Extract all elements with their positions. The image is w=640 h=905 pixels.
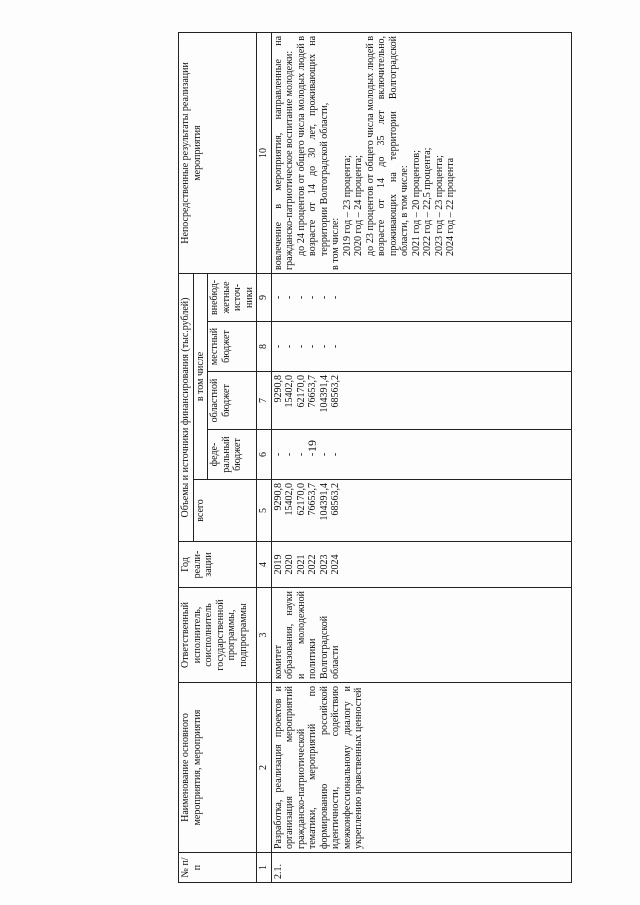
header-result: Непосредственные результаты реализации мероприятия [179,32,257,273]
federal-value: - [284,452,295,457]
federal-value: - [272,452,284,457]
col-number: 3 [257,588,272,683]
row-total [271,480,571,542]
header-regional: областной бюджет [208,372,257,430]
table-row [271,32,571,882]
year-cell: 2022 [307,554,318,575]
header-total: всего [193,480,257,542]
total-value: 62170,0 [295,483,307,516]
year-cell: 2023 [318,554,330,575]
page-number: 19 [305,440,319,452]
col-number: 4 [257,542,272,588]
header-executor: Ответственный исполнитель, соисполнитель государственной программы, подпрограммы [179,588,257,683]
row-offbudget [271,273,571,321]
result-paragraph: вовлечение в мероприятия, направленные на гражданско-патриотическое воспитание молодежи: [272,35,295,270]
header-including: в том числе [193,273,208,479]
row-executor: комитет образования, науки и молодежной политики Волгоградской области [271,588,571,683]
row-federal [271,430,571,480]
regional-value: 68563,2 [330,375,341,408]
header-offbudget: внебюд-жетные источ-ники [208,273,257,321]
col-number: 8 [257,322,272,372]
col-number: 2 [257,683,272,853]
col-number: 6 [257,430,272,480]
local-value: - [307,344,318,349]
header-federal: феде-ральный бюджет [208,430,257,480]
row-regional [271,372,571,430]
result-year-line: 2021 год – 20 процентов; [410,150,422,256]
header-local: местный бюджет [208,322,257,372]
local-value: - [318,344,330,349]
regional-value: 15402,0 [284,375,295,408]
total-value: 104391,4 [318,483,330,521]
local-value: - [284,344,295,349]
header-row-1 [179,32,194,882]
result-year-line: 2019 год – 23 процента; [341,155,353,256]
row-years [271,542,571,588]
rotated-table-sheet [178,33,640,883]
col-number: 5 [257,480,272,542]
result-year-line: 2023 год – 23 процента; [433,155,445,256]
program-activities-table [178,32,572,883]
offbudget-value: - [307,295,318,300]
offbudget-value: - [295,295,307,300]
header-financing: Объемы и источники финансирования (тыс.рублей) [179,273,194,541]
result-year-line: 2020 год – 24 процента; [353,155,364,256]
col-number: 10 [257,32,272,273]
year-cell: 2020 [284,554,295,575]
row-local [271,322,571,372]
offbudget-value: - [272,295,284,300]
result-paragraph: в том числе: [330,217,341,270]
offbudget-value: - [284,295,295,300]
year-cell: 2021 [295,554,307,575]
local-value: - [330,344,341,349]
row-num: 2.1. [271,853,571,883]
offbudget-value: - [330,295,341,300]
regional-value: 9290,8 [272,375,284,403]
col-number: 1 [257,853,272,883]
total-value: 9290,8 [272,483,284,511]
offbudget-value: - [318,295,330,300]
total-value: 15402,0 [284,483,295,516]
regional-value: 104391,4 [318,375,330,413]
year-cell: 2019 [272,554,284,575]
regional-value: 62170,0 [295,375,307,408]
total-value: 76653,7 [307,483,318,516]
federal-value: - [307,452,318,457]
header-name: Наименование основного мероприятия, мероприятия [179,683,257,853]
result-year-line: 2022 год – 22,5 процента; [422,147,433,256]
local-value: - [272,344,284,349]
result-paragraph: до 24 процентов от общего числа молодых людей в возрасте от 14 до 30 лет, проживающих на территории Волгоградской области, [295,35,330,256]
year-cell: 2024 [330,554,341,575]
regional-value: 76653,7 [307,375,318,408]
federal-value: - [318,452,330,457]
total-value: 68563,2 [330,483,341,516]
federal-value: - [330,452,341,457]
row-activity-name: Разработка, реализация проектов и организация мероприятий гражданско-патриотической тематики, мероприятий по формированию российской идентичности, содействию межконфессиональному диалогу и укреплению нравственных ценностей [271,683,571,853]
local-value: - [295,344,307,349]
header-year: Год реали-зации [179,542,257,588]
row-result [271,32,571,273]
federal-value: - [295,452,307,457]
header-num: № п/п [179,853,257,883]
result-paragraph: до 23 процентов от общего числа молодых людей в возрасте от 14 до 35 лет включительно, проживающих на территории Волгоградской области, в том числе: [364,35,410,256]
result-year-line: 2024 год – 22 процента [445,157,456,256]
col-number: 9 [257,273,272,321]
col-number: 7 [257,372,272,430]
column-number-row [257,32,272,882]
